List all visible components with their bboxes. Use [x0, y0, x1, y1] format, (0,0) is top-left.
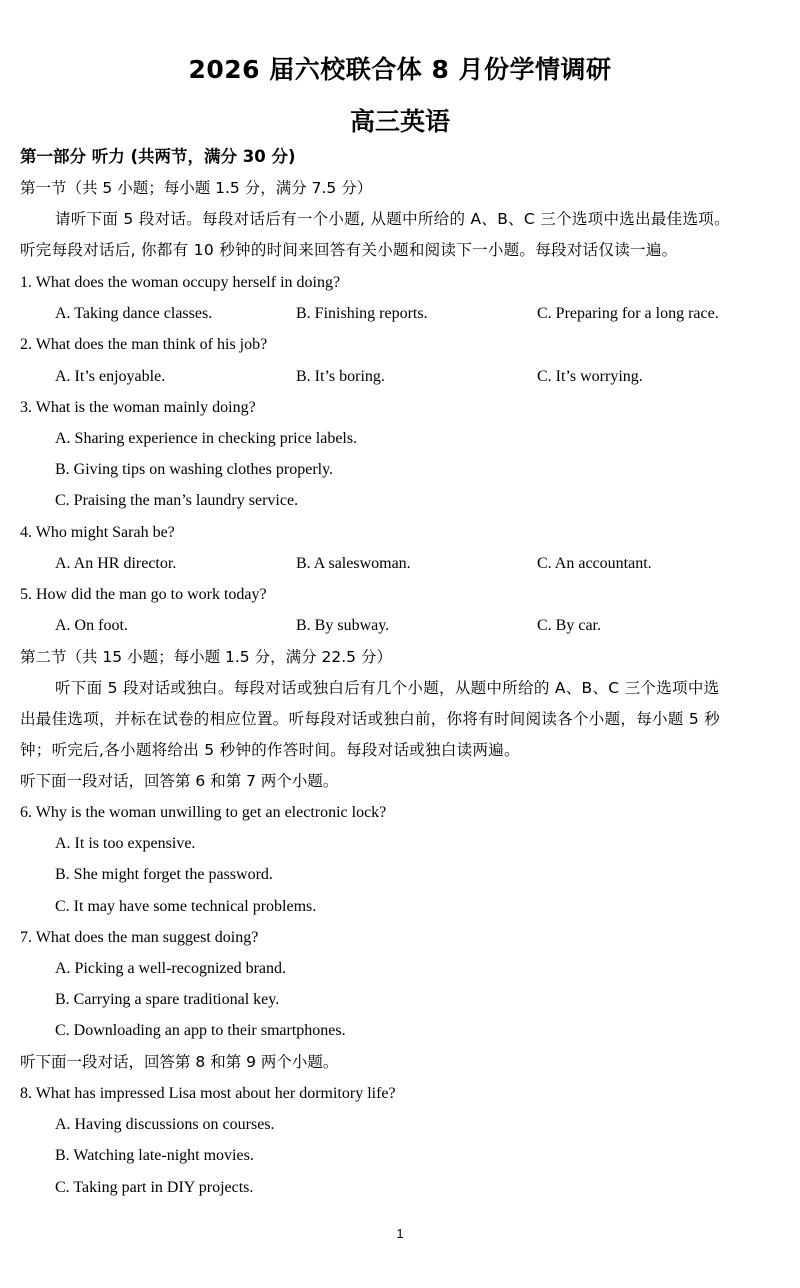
question-4-option-a: A. An HR director. [55, 555, 177, 572]
question-1-option-c: C. Preparing for a long race. [537, 305, 719, 322]
question-6-option-b: B. She might forget the password. [55, 866, 273, 883]
section2-instructions-3: 钟；听完后,各小题将给出 5 秒钟的作答时间。每段对话或独白读两遍。 [20, 741, 520, 759]
question-5-option-b: B. By subway. [296, 617, 390, 634]
question-3-option-c: C. Praising the man’s laundry service. [55, 492, 299, 509]
question-7-option-c: C. Downloading an app to their smartphones. [55, 1022, 346, 1039]
question-8-option-a: A. Having discussions on courses. [55, 1116, 275, 1133]
question-4-option-b: B. A saleswoman. [296, 555, 411, 572]
question-5-option-c: C. By car. [537, 617, 601, 634]
question-3-option-a: A. Sharing experience in checking price labels. [55, 430, 358, 447]
section1-instructions-2: 听完每段对话后, 你都有 10 秒钟的时间来回答有关小题和阅读下一小题。每段对话仅读一遍。 [20, 241, 678, 259]
question-4-stem: 4. Who might Sarah be? [20, 524, 175, 541]
question-1-option-a: A. Taking dance classes. [55, 305, 213, 322]
question-3-option-b: B. Giving tips on washing clothes properly. [55, 461, 334, 478]
question-3-stem: 3. What is the woman mainly doing? [20, 399, 256, 416]
question-5-stem: 5. How did the man go to work today? [20, 586, 267, 603]
page-number: 1 [396, 1226, 404, 1241]
exam-title: 2026 届六校联合体 8 月份学情调研 [188, 55, 612, 84]
group-instructions-8-9: 听下面一段对话，回答第 8 和第 9 两个小题。 [20, 1053, 339, 1071]
question-8-option-c: C. Taking part in DIY projects. [55, 1179, 254, 1196]
question-1-stem: 1. What does the woman occupy herself in doing? [20, 274, 341, 291]
question-7-stem: 7. What does the man suggest doing? [20, 929, 259, 946]
question-8-option-b: B. Watching late-night movies. [55, 1147, 254, 1164]
section2-instructions-1: 听下面 5 段对话或独白。每段对话或独白后有几个小题，从题中所给的 A、B、C 三个选项中选 [55, 679, 720, 697]
question-2-stem: 2. What does the man think of his job? [20, 336, 268, 353]
question-7-option-b: B. Carrying a spare traditional key. [55, 991, 280, 1008]
part1-heading: 第一部分 听力 (共两节，满分 30 分) [20, 147, 296, 166]
section2-heading: 第二节（共 15 小题；每小题 1.5 分，满分 22.5 分） [20, 648, 392, 666]
group-instructions-6-7: 听下面一段对话，回答第 6 和第 7 两个小题。 [20, 772, 339, 790]
question-2-option-b: B. It’s boring. [296, 368, 385, 385]
question-6-option-a: A. It is too expensive. [55, 835, 196, 852]
question-6-stem: 6. Why is the woman unwilling to get an electronic lock? [20, 804, 387, 821]
question-6-option-c: C. It may have some technical problems. [55, 898, 317, 915]
question-5-option-a: A. On foot. [55, 617, 128, 634]
question-1-option-b: B. Finishing reports. [296, 305, 428, 322]
question-7-option-a: A. Picking a well-recognized brand. [55, 960, 287, 977]
exam-subject: 高三英语 [349, 107, 450, 136]
section1-instructions-1: 请听下面 5 段对话。每段对话后有一个小题, 从题中所给的 A、B、C 三个选项中选出最佳选项。 [55, 210, 730, 228]
section1-heading: 第一节（共 5 小题；每小题 1.5 分，满分 7.5 分） [20, 179, 373, 197]
question-8-stem: 8. What has impressed Lisa most about her dormitory life? [20, 1085, 396, 1102]
question-4-option-c: C. An accountant. [537, 555, 652, 572]
section2-instructions-2: 出最佳选项，并标在试卷的相应位置。听每段对话或独白前，你将有时间阅读各个小题，每小题 5 秒 [20, 710, 721, 728]
question-2-option-a: A. It’s enjoyable. [55, 368, 166, 385]
question-2-option-c: C. It’s worrying. [537, 368, 643, 385]
